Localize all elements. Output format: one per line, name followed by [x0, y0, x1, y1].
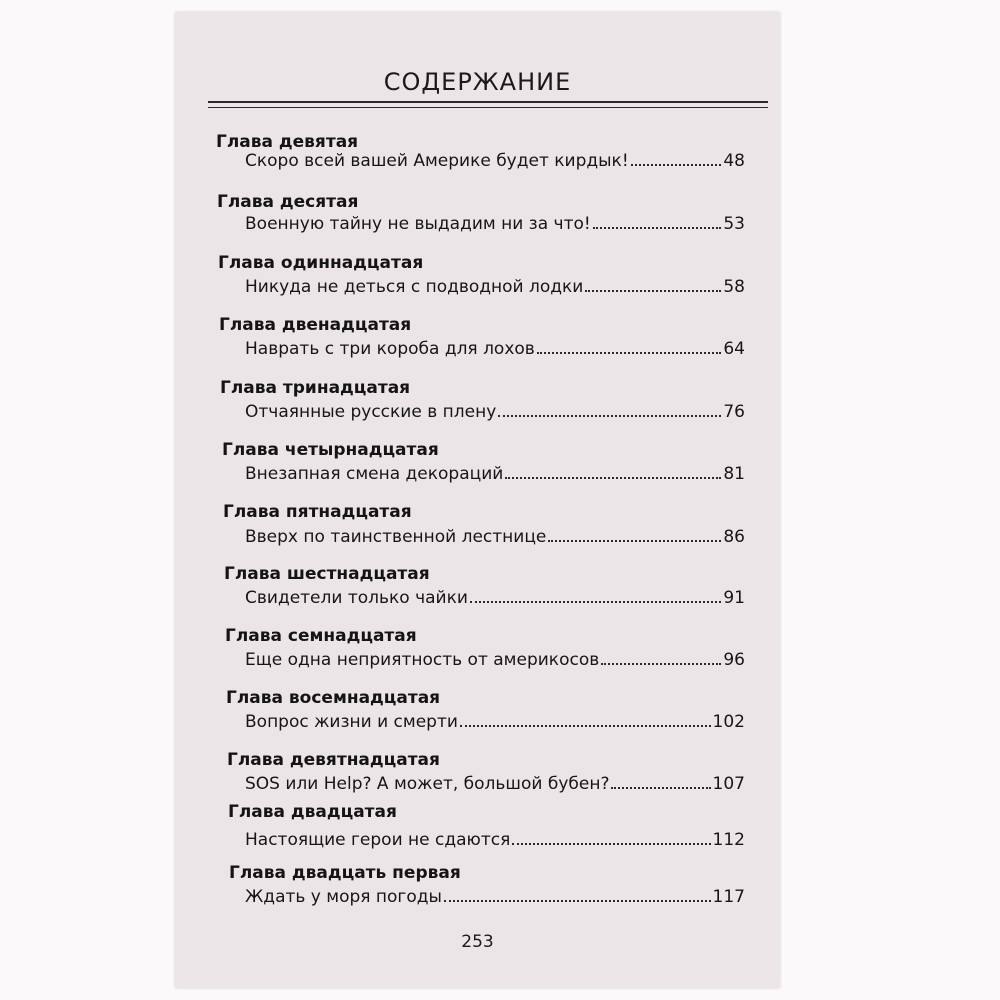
entry-title: Военную тайну не выдадим ни за что!: [245, 214, 591, 234]
chapter-heading: Глава двадцатая: [228, 802, 397, 822]
entry-page: 117: [712, 887, 745, 907]
entry-title: Скоро всей вашей Америке будет кирдык!: [245, 151, 629, 171]
dot-leader: [537, 338, 722, 354]
chapter-heading: Глава девятая: [216, 132, 359, 152]
dot-leader: [505, 463, 721, 479]
entry-title: Вверх по таинственной лестнице: [245, 527, 547, 547]
dot-leader: [593, 213, 722, 229]
entry-page: 48: [723, 151, 745, 171]
entry-page: 96: [723, 650, 745, 670]
chapter-heading: Глава тринадцатая: [220, 378, 411, 398]
entry-title: Отчаянные русские в плену: [245, 402, 497, 422]
entry-title: Никуда не деться с подводной лодки: [245, 277, 584, 297]
chapter-heading: Глава десятая: [217, 192, 359, 212]
dot-leader: [498, 401, 721, 417]
entry-page: 53: [723, 214, 745, 234]
dot-leader: [460, 711, 711, 727]
toc-entry[interactable]: [245, 649, 745, 675]
dot-leader: [631, 150, 722, 166]
entry-title: Наврать с три короба для лохов: [245, 339, 535, 359]
page-title: СОДЕРЖАНИЕ: [383, 68, 572, 96]
toc-entry[interactable]: [245, 773, 745, 799]
toc-entry[interactable]: [245, 463, 745, 489]
table-of-contents: [175, 12, 780, 988]
dot-leader: [470, 587, 721, 603]
entry-page: 91: [723, 588, 745, 608]
toc-entry[interactable]: [245, 829, 745, 855]
toc-entry[interactable]: [245, 587, 745, 613]
toc-entry[interactable]: [245, 401, 745, 427]
entry-page: 76: [723, 402, 745, 422]
entry-page: 112: [712, 830, 745, 850]
entry-title: Вопрос жизни и смерти: [245, 712, 458, 732]
entry-title: Ждать у моря погоды: [245, 887, 442, 907]
toc-entry[interactable]: [245, 711, 745, 737]
toc-entry[interactable]: [245, 338, 745, 364]
dot-leader: [585, 276, 721, 292]
dot-leader: [611, 773, 710, 789]
chapter-heading: Глава одиннадцатая: [218, 253, 424, 273]
entry-title: Внезапная смена декораций: [245, 464, 504, 484]
entry-page: 86: [723, 527, 745, 547]
toc-entry[interactable]: [245, 213, 745, 239]
entry-page: 81: [723, 464, 745, 484]
entry-title: Свидетели только чайки: [245, 588, 468, 608]
entry-title: SOS или Help? А может, большой бубен?: [245, 774, 610, 794]
dot-leader: [548, 526, 721, 542]
dot-leader: [444, 886, 711, 902]
chapter-heading: Глава шестнадцатая: [224, 564, 430, 584]
entry-page: 64: [723, 339, 745, 359]
entry-title: Еще одна неприятность от америкосов: [245, 650, 600, 670]
book-page: [175, 12, 780, 988]
chapter-heading: Глава девятнадцатая: [227, 750, 440, 770]
chapter-heading: Глава четырнадцатая: [222, 440, 439, 460]
entry-page: 107: [712, 774, 745, 794]
toc-entry[interactable]: [245, 150, 745, 176]
page-number: 253: [461, 932, 494, 952]
chapter-heading: Глава двадцать первая: [229, 863, 461, 883]
toc-entry[interactable]: [245, 886, 745, 912]
chapter-heading: Глава семнадцатая: [225, 626, 417, 646]
chapter-heading: Глава пятнадцатая: [223, 502, 412, 522]
entry-page: 58: [723, 277, 745, 297]
entry-page: 102: [712, 712, 745, 732]
entry-title: Настоящие герои не сдаются: [245, 830, 511, 850]
toc-entry[interactable]: [245, 276, 745, 302]
toc-entry[interactable]: [245, 526, 745, 552]
dot-leader: [601, 649, 721, 665]
chapter-heading: Глава двенадцатая: [219, 315, 412, 335]
dot-leader: [512, 829, 710, 845]
chapter-heading: Глава восемнадцатая: [226, 688, 441, 708]
